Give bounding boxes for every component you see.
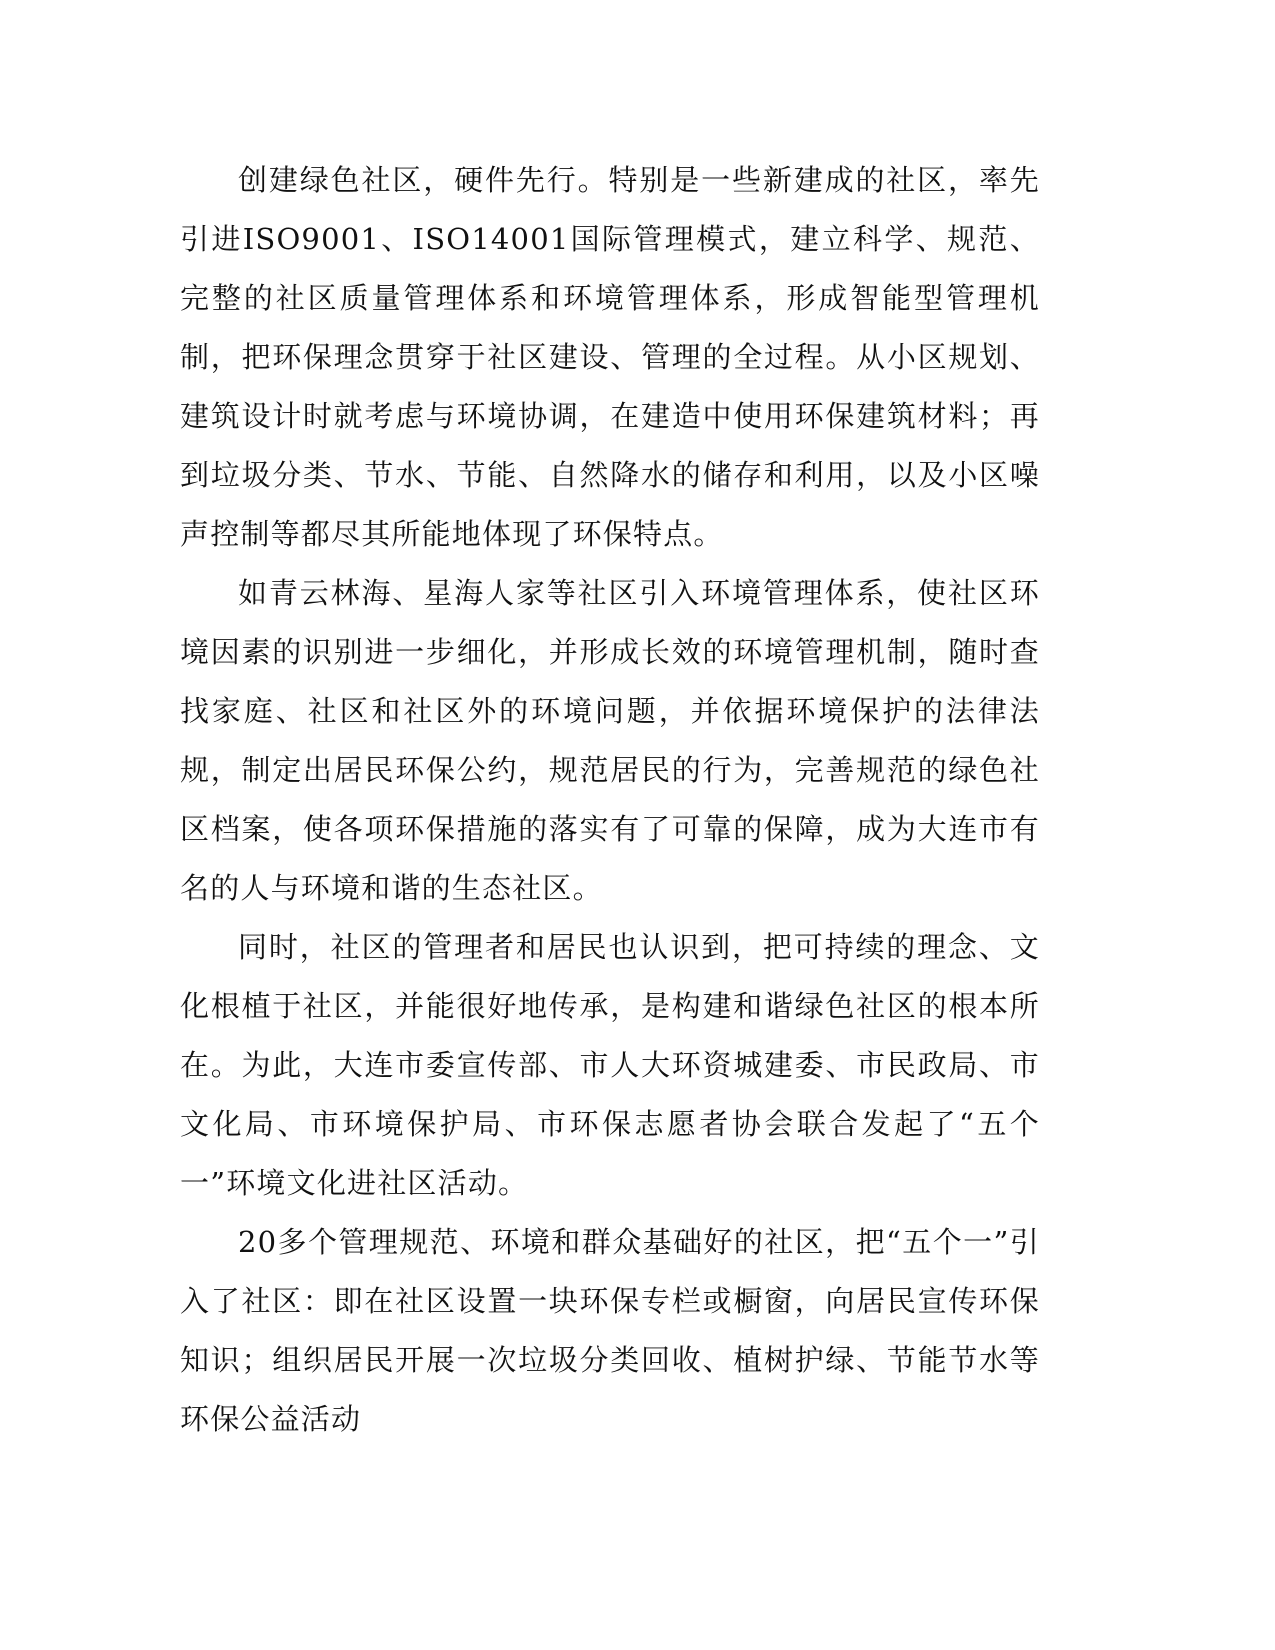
- paragraph-2: 如青云林海、星海人家等社区引入环境管理体系，使社区环境因素的识别进一步细化，并形成长效的环境管理机制，随时查找家庭、社区和社区外的环境问题，并依据环境保护的法律法规，制定出居民环保公约，规范居民的行为，完善规范的绿色社区档案，使各项环保措施的落实有了可靠的保障，成为大连市有名的人与环境和谐的生态社区。: [180, 576, 1040, 905]
- paragraph-4: 20多个管理规范、环境和群众基础好的社区，把“五个一”引入了社区：即在社区设置一块环保专栏或橱窗，向居民宣传环保知识；组织居民开展一次垃圾分类回收、植树护绿、节能节水等环保公益活动: [180, 1225, 1040, 1436]
- paragraph-3: 同时，社区的管理者和居民也认识到，把可持续的理念、文化根植于社区，并能很好地传承，是构建和谐绿色社区的根本所在。为此，大连市委宣传部、市人大环资城建委、市民政局、市文化局、市环境保护局、市环保志愿者协会联合发起了“五个一”环境文化进社区活动。: [180, 930, 1040, 1200]
- paragraph-1: 创建绿色社区，硬件先行。特别是一些新建成的社区，率先引进ISO9001、ISO14001国际管理模式，建立科学、规范、完整的社区质量管理体系和环境管理体系，形成智能型管理机制，把环保理念贯穿于社区建设、管理的全过程。从小区规划、建筑设计时就考虑与环境协调，在建造中使用环保建筑材料；再到垃圾分类、节水、节能、自然降水的储存和利用，以及小区噪声控制等都尽其所能地体现了环保特点。: [180, 163, 1040, 551]
- document-body: [180, 151, 1040, 1449]
